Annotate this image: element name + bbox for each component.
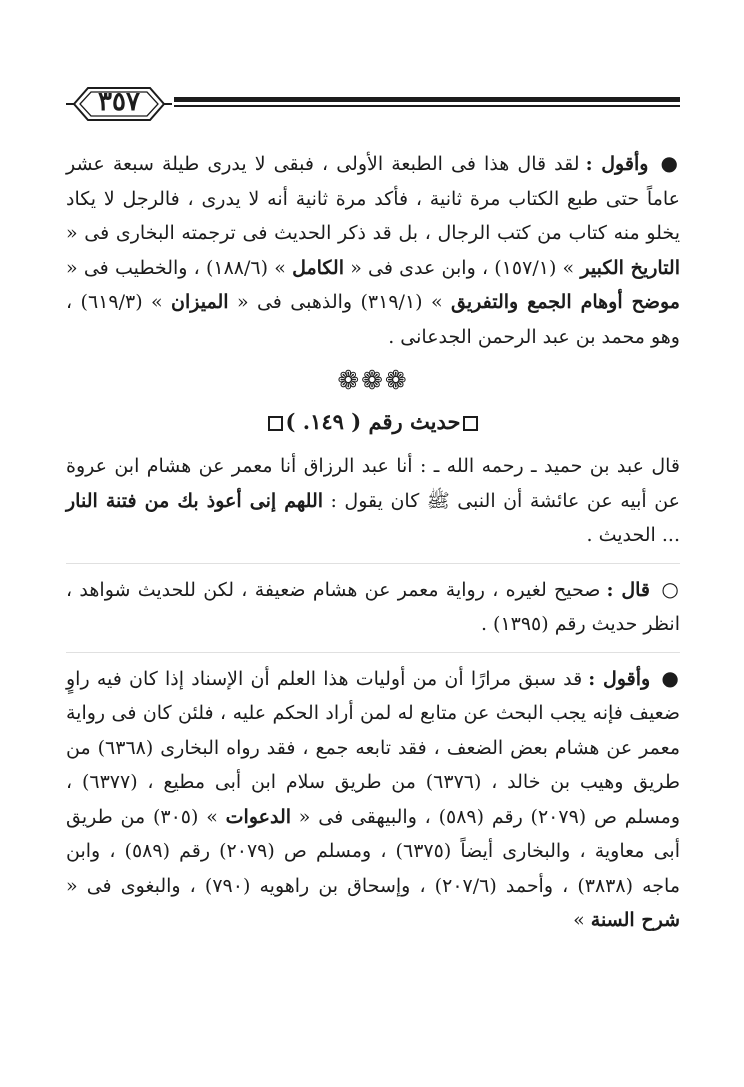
hollow-circle-icon: ○ <box>661 576 681 601</box>
text-run: » (١٨٨/٦) ، والخطيب فى « <box>66 256 293 279</box>
text-run: » (٣١٩/١) والذهبى فى « <box>228 291 451 313</box>
hadith-heading-text: حديث رقم ( ١٤٩. ) <box>285 408 461 434</box>
page-header <box>66 82 680 126</box>
text-run: ... الحديث . <box>586 524 680 546</box>
flower-ornament-icon: ❁❁❁ <box>337 366 409 396</box>
text-run: قد سبق مرارًا أن من أوليات هذا العلم أن الإسناد إذا كان فيه راوٍ ضعيف فإنه يجب البحث عن متابع له لمن أراد الحكم عليه ، فلئن كان فى رواية معمر عن هشام بعض الضعف ، فقد تابعه جمع ، فقد رواه البخارى (٦٣٦٨) من طريق وهيب بن خالد ، (٦٣٧٦) من طريق سلام ابن أبى مطيع ، (٦٣٧٧) ، ومسلم ص (٢٠٧٩) رقم (٥٨٩) ، والبيهقى فى « <box>66 667 681 828</box>
text-run: » (١٥٧/١) ، وابن عدى فى « <box>344 256 581 279</box>
text-run: صحيح لغيره ، رواية معمر عن هشام ضعيفة ، لكن للحديث شواهد ، انظر حديث رقم (١٣٩٥) . <box>66 578 680 635</box>
hadith-quote: اللهم إنى أعوذ بك من فتنة النار <box>66 489 324 512</box>
text-run: لقد قال هذا فى الطبعة الأولى ، فبقى لا يدرى طيلة سبعة عشر عاماً حتى طبع الكتاب مرة ثانية ، فأكد مرة ثانية أنه لا يدرى ، فالرجل لا يكاد يخلو منه كتاب من كتب الرجال ، بل قد ذكر الحديث فى ترجمته البخارى فى « <box>66 153 680 244</box>
book-title: الدعوات <box>225 805 292 828</box>
divider <box>66 652 680 653</box>
lead-label: وأقول : <box>588 667 651 690</box>
header-rule-thin <box>174 105 680 107</box>
filled-circle-icon: ● <box>660 151 680 175</box>
divider <box>66 563 680 564</box>
filled-circle-icon: ● <box>661 665 681 690</box>
page-number: ٣٥٧ <box>98 87 140 117</box>
square-icon <box>463 416 478 431</box>
page-number-badge <box>66 82 172 126</box>
text-run: » (٦١٩/٣) ، وهو محمد بن عبد الرحمن الجدعانى . <box>66 291 680 348</box>
hadith-heading <box>66 405 680 440</box>
lead-label: وأقول : <box>585 153 649 175</box>
book-title: الميزان <box>171 291 229 313</box>
header-rule-thick <box>174 97 680 102</box>
book-title: شرح السنة <box>590 909 680 931</box>
paragraph-comment-1 <box>66 146 680 354</box>
lead-label: قال : <box>606 578 651 601</box>
paragraph-hadith-text <box>66 449 680 553</box>
book-title: الكامل <box>292 256 344 279</box>
text-run: قال عبد بن حميد ـ رحمه الله ـ : أنا عبد الرزاق أنا معمر عن هشام ابن عروة عن أبيه عن عائشة أن النبى ﷺ كان يقول : <box>66 455 681 512</box>
paragraph-ruling <box>66 572 680 642</box>
book-title: موضح أوهام الجمع والتفريق <box>451 291 680 313</box>
square-icon <box>268 416 283 431</box>
book-title: التاريخ الكبير <box>580 256 680 279</box>
text-run: » (٣٠٥) من طريق أبى معاوية ، والبخارى أيضاً (٦٣٧٥) ، ومسلم ص (٢٠٧٩) رقم (٥٨٩) ، وابن ماجه (٣٨٣٨) ، وأحمد (٢٠٧/٦) ، وإسحاق بن راهويه (٧٩٠) ، والبغوى فى « <box>66 805 681 897</box>
page-body <box>66 146 680 938</box>
paragraph-comment-2 <box>66 661 680 938</box>
text-run: » <box>573 909 591 931</box>
